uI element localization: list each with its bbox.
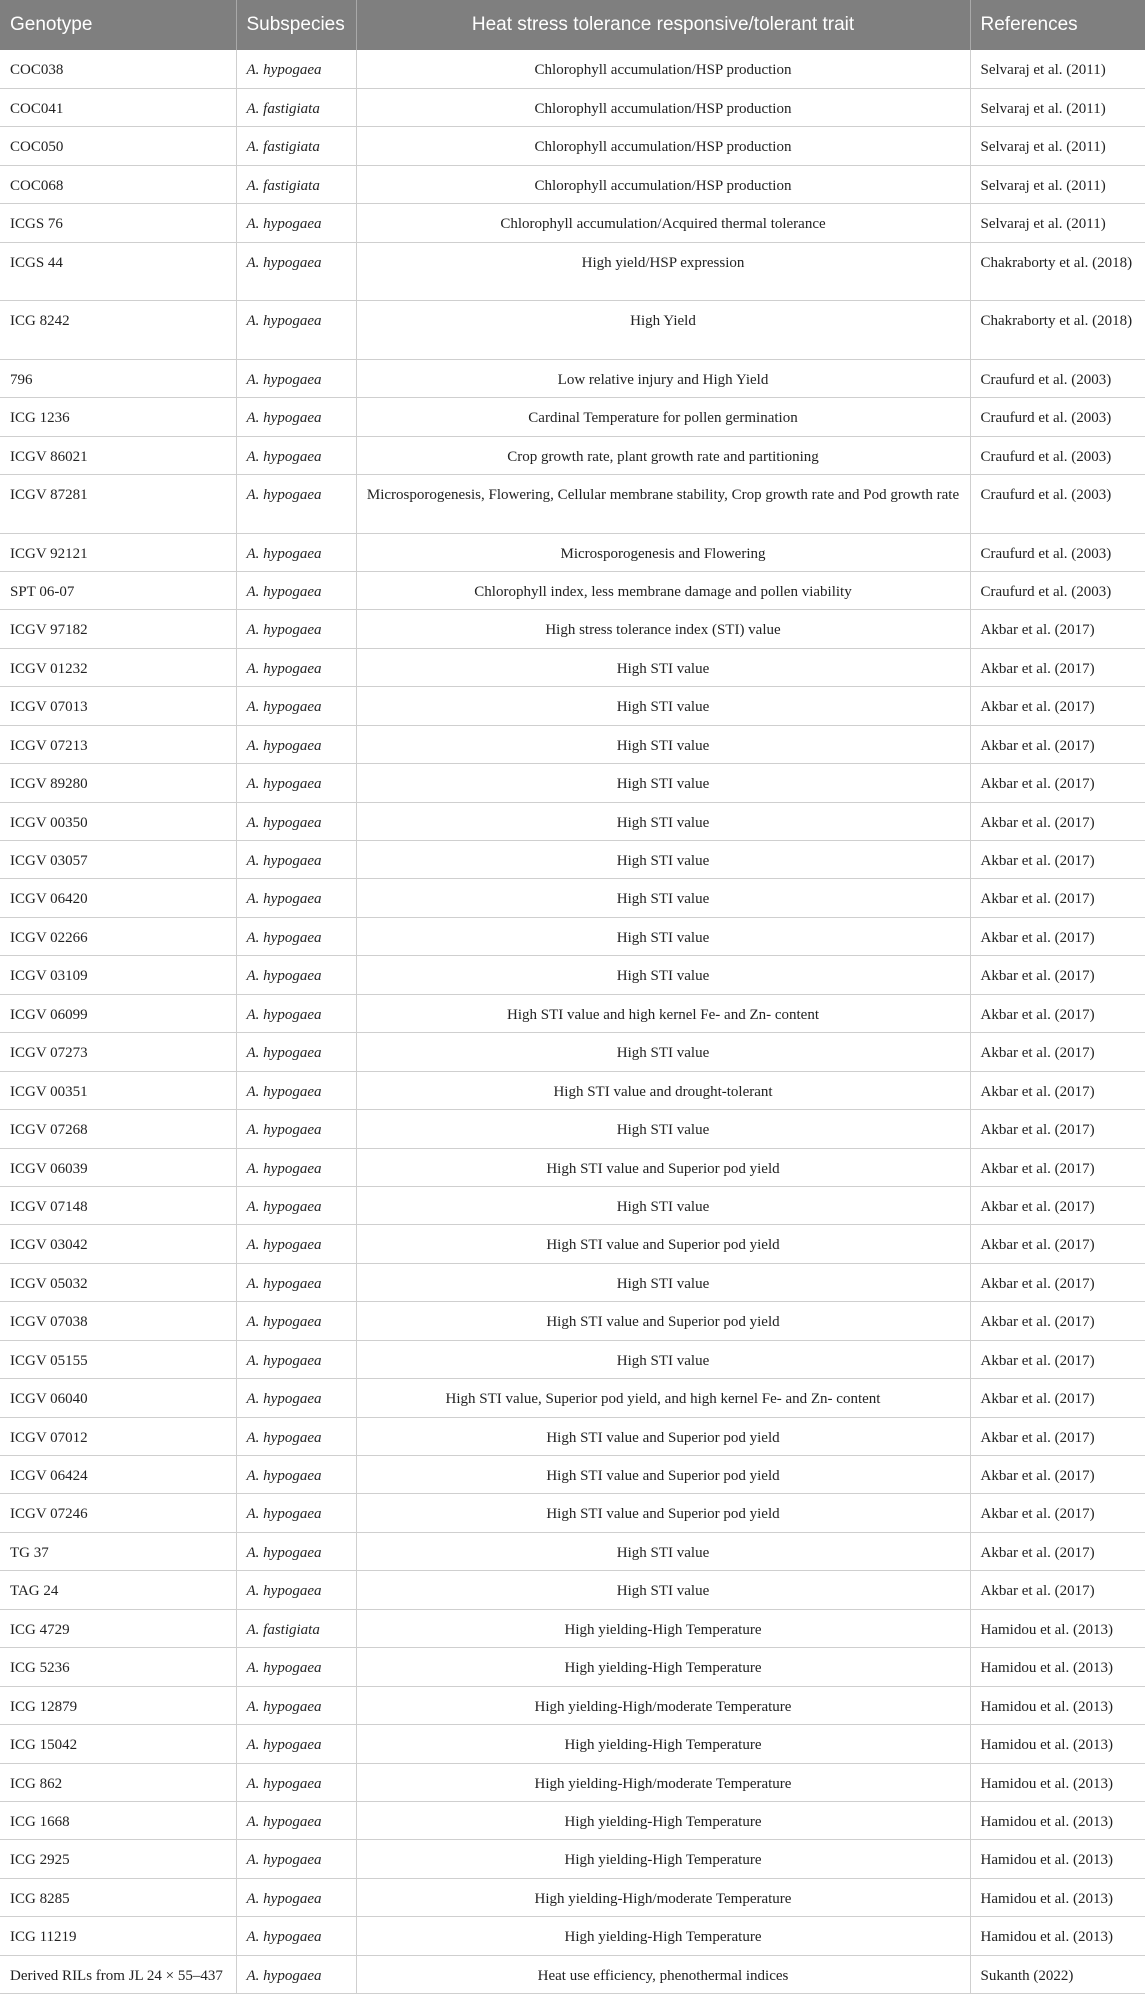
genotype-cell: ICGV 07246 — [0, 1494, 236, 1532]
genotype-cell: ICGV 03042 — [0, 1225, 236, 1263]
trait-cell: High yielding-High Temperature — [356, 1917, 970, 1955]
trait-cell: High STI value and Superior pod yield — [356, 1494, 970, 1532]
reference-cell: Akbar et al. (2017) — [970, 1302, 1145, 1340]
table-row — [0, 1763, 1145, 1801]
table-row — [0, 242, 1145, 301]
trait-cell: Cardinal Temperature for pollen germination — [356, 398, 970, 436]
subspecies-cell: A. hypogaea — [236, 648, 356, 686]
reference-cell: Akbar et al. (2017) — [970, 1532, 1145, 1570]
table-row — [0, 301, 1145, 360]
trait-cell: High STI value — [356, 917, 970, 955]
trait-cell: High yielding-High/moderate Temperature — [356, 1686, 970, 1724]
reference-cell: Akbar et al. (2017) — [970, 956, 1145, 994]
reference-cell: Hamidou et al. (2013) — [970, 1840, 1145, 1878]
genotype-cell: ICGV 87281 — [0, 475, 236, 534]
subspecies-cell: A. hypogaea — [236, 1225, 356, 1263]
table-row — [0, 127, 1145, 165]
table-row — [0, 1148, 1145, 1186]
genotype-cell: ICGV 06040 — [0, 1379, 236, 1417]
genotype-cell: ICG 1668 — [0, 1801, 236, 1839]
trait-cell: High STI value and Superior pod yield — [356, 1148, 970, 1186]
table-row — [0, 1917, 1145, 1955]
subspecies-cell: A. hypogaea — [236, 1648, 356, 1686]
trait-cell: High STI value — [356, 687, 970, 725]
table-row — [0, 687, 1145, 725]
subspecies-cell: A. hypogaea — [236, 301, 356, 360]
table-row — [0, 994, 1145, 1032]
table-row — [0, 1379, 1145, 1417]
genotype-cell: COC041 — [0, 88, 236, 126]
trait-cell: High STI value — [356, 841, 970, 879]
genotype-cell: ICG 2925 — [0, 1840, 236, 1878]
trait-cell: Crop growth rate, plant growth rate and partitioning — [356, 436, 970, 474]
table-row — [0, 1801, 1145, 1839]
subspecies-cell: A. hypogaea — [236, 1571, 356, 1609]
header-references: References — [980, 14, 1078, 35]
subspecies-cell: A. fastigiata — [236, 127, 356, 165]
table-row — [0, 1071, 1145, 1109]
table-row — [0, 1494, 1145, 1532]
genotype-cell: ICG 5236 — [0, 1648, 236, 1686]
genotype-cell: ICGV 07268 — [0, 1110, 236, 1148]
reference-cell: Akbar et al. (2017) — [970, 1110, 1145, 1148]
trait-cell: Chlorophyll accumulation/HSP production — [356, 88, 970, 126]
reference-cell: Selvaraj et al. (2011) — [970, 50, 1145, 88]
genotype-cell: ICGV 89280 — [0, 764, 236, 802]
genotype-cell: ICGV 01232 — [0, 648, 236, 686]
table-row — [0, 1955, 1145, 1993]
reference-cell: Akbar et al. (2017) — [970, 1456, 1145, 1494]
table-row — [0, 1186, 1145, 1224]
subspecies-cell: A. hypogaea — [236, 725, 356, 763]
trait-cell: Microsporogenesis and Flowering — [356, 533, 970, 571]
subspecies-cell: A. hypogaea — [236, 994, 356, 1032]
reference-cell: Akbar et al. (2017) — [970, 1071, 1145, 1109]
subspecies-cell: A. hypogaea — [236, 687, 356, 725]
table-row — [0, 1725, 1145, 1763]
reference-cell: Akbar et al. (2017) — [970, 1379, 1145, 1417]
trait-cell: High STI value and Superior pod yield — [356, 1456, 970, 1494]
trait-cell: High STI value — [356, 879, 970, 917]
table-row — [0, 165, 1145, 203]
table-row — [0, 917, 1145, 955]
genotype-cell: TAG 24 — [0, 1571, 236, 1609]
reference-cell: Akbar et al. (2017) — [970, 648, 1145, 686]
genotype-cell: ICG 8242 — [0, 301, 236, 360]
subspecies-cell: A. hypogaea — [236, 1686, 356, 1724]
subspecies-cell: A. hypogaea — [236, 204, 356, 242]
genotype-cell: ICGV 06039 — [0, 1148, 236, 1186]
reference-cell: Hamidou et al. (2013) — [970, 1917, 1145, 1955]
reference-cell: Chakraborty et al. (2018) — [970, 242, 1145, 301]
reference-cell: Craufurd et al. (2003) — [970, 475, 1145, 534]
trait-cell: High yielding-High Temperature — [356, 1725, 970, 1763]
genotype-cell: ICGV 00350 — [0, 802, 236, 840]
table-row — [0, 204, 1145, 242]
trait-cell: High stress tolerance index (STI) value — [356, 610, 970, 648]
trait-cell: Heat use efficiency, phenothermal indices — [356, 1955, 970, 1993]
trait-cell: High STI value and high kernel Fe- and Zn- content — [356, 994, 970, 1032]
subspecies-cell: A. hypogaea — [236, 764, 356, 802]
reference-cell: Akbar et al. (2017) — [970, 610, 1145, 648]
genotype-cell: ICGV 03109 — [0, 956, 236, 994]
genotype-cell: ICGV 07148 — [0, 1186, 236, 1224]
genotype-cell: ICGV 00351 — [0, 1071, 236, 1109]
reference-cell: Akbar et al. (2017) — [970, 1571, 1145, 1609]
subspecies-cell: A. fastigiata — [236, 1609, 356, 1647]
table-row — [0, 571, 1145, 609]
reference-cell: Akbar et al. (2017) — [970, 725, 1145, 763]
header-trait: Heat stress tolerance responsive/tolerant trait — [356, 0, 970, 50]
subspecies-cell: A. hypogaea — [236, 802, 356, 840]
reference-cell: Selvaraj et al. (2011) — [970, 165, 1145, 203]
reference-cell: Akbar et al. (2017) — [970, 687, 1145, 725]
trait-cell: High STI value — [356, 1263, 970, 1301]
table-row — [0, 1302, 1145, 1340]
reference-cell: Chakraborty et al. (2018) — [970, 301, 1145, 360]
subspecies-cell: A. hypogaea — [236, 1955, 356, 1993]
genotype-cell: ICGV 03057 — [0, 841, 236, 879]
genotype-cell: ICG 11219 — [0, 1917, 236, 1955]
trait-cell: High STI value and Superior pod yield — [356, 1225, 970, 1263]
trait-cell: High yielding-High Temperature — [356, 1609, 970, 1647]
trait-cell: Chlorophyll index, less membrane damage and pollen viability — [356, 571, 970, 609]
trait-cell: Low relative injury and High Yield — [356, 359, 970, 397]
table-row — [0, 1648, 1145, 1686]
reference-cell: Akbar et al. (2017) — [970, 841, 1145, 879]
subspecies-cell: A. hypogaea — [236, 1532, 356, 1570]
trait-cell: High STI value, Superior pod yield, and high kernel Fe- and Zn- content — [356, 1379, 970, 1417]
trait-cell: High yielding-High/moderate Temperature — [356, 1763, 970, 1801]
genotype-cell: ICGV 06420 — [0, 879, 236, 917]
trait-cell: High STI value — [356, 1186, 970, 1224]
subspecies-cell: A. hypogaea — [236, 398, 356, 436]
genotype-cell: Derived RILs from JL 24 × 55–437 — [0, 1955, 236, 1993]
reference-cell: Akbar et al. (2017) — [970, 1148, 1145, 1186]
trait-cell: High STI value — [356, 802, 970, 840]
table-row — [0, 475, 1145, 534]
reference-cell: Akbar et al. (2017) — [970, 879, 1145, 917]
table-row — [0, 879, 1145, 917]
table-row — [0, 764, 1145, 802]
table-row — [0, 1263, 1145, 1301]
subspecies-cell: A. hypogaea — [236, 1340, 356, 1378]
table-row — [0, 533, 1145, 571]
genotype-cell: 796 — [0, 359, 236, 397]
trait-cell: High STI value and Superior pod yield — [356, 1417, 970, 1455]
reference-cell: Akbar et al. (2017) — [970, 1186, 1145, 1224]
trait-cell: High Yield — [356, 301, 970, 360]
reference-cell: Akbar et al. (2017) — [970, 994, 1145, 1032]
reference-cell: Selvaraj et al. (2011) — [970, 127, 1145, 165]
genotype-cell: ICG 8285 — [0, 1878, 236, 1916]
reference-cell: Akbar et al. (2017) — [970, 1263, 1145, 1301]
subspecies-cell: A. hypogaea — [236, 475, 356, 534]
table-row — [0, 956, 1145, 994]
table-row — [0, 1571, 1145, 1609]
subspecies-cell: A. hypogaea — [236, 1840, 356, 1878]
reference-cell: Akbar et al. (2017) — [970, 1494, 1145, 1532]
subspecies-cell: A. hypogaea — [236, 1148, 356, 1186]
trait-cell: High STI value — [356, 1532, 970, 1570]
reference-cell: Craufurd et al. (2003) — [970, 436, 1145, 474]
reference-cell: Akbar et al. (2017) — [970, 1417, 1145, 1455]
trait-cell: Chlorophyll accumulation/HSP production — [356, 50, 970, 88]
table-row — [0, 802, 1145, 840]
subspecies-cell: A. hypogaea — [236, 436, 356, 474]
trait-cell: High yielding-High Temperature — [356, 1840, 970, 1878]
reference-cell: Craufurd et al. (2003) — [970, 398, 1145, 436]
genotype-cell: ICGS 76 — [0, 204, 236, 242]
table-body — [0, 50, 1145, 1994]
subspecies-cell: A. hypogaea — [236, 956, 356, 994]
genotype-cell: ICG 862 — [0, 1763, 236, 1801]
subspecies-cell: A. hypogaea — [236, 1878, 356, 1916]
table-row — [0, 359, 1145, 397]
subspecies-cell: A. hypogaea — [236, 533, 356, 571]
header-subspecies: Subspecies — [236, 0, 356, 50]
table-row — [0, 1110, 1145, 1148]
table-row — [0, 1840, 1145, 1878]
reference-cell: Hamidou et al. (2013) — [970, 1725, 1145, 1763]
reference-cell: Selvaraj et al. (2011) — [970, 204, 1145, 242]
trait-cell: High yielding-High/moderate Temperature — [356, 1878, 970, 1916]
subspecies-cell: A. hypogaea — [236, 1071, 356, 1109]
subspecies-cell: A. hypogaea — [236, 917, 356, 955]
table-row — [0, 88, 1145, 126]
trait-cell: High STI value — [356, 1110, 970, 1148]
reference-cell: Hamidou et al. (2013) — [970, 1801, 1145, 1839]
table-row — [0, 1417, 1145, 1455]
subspecies-cell: A. hypogaea — [236, 1110, 356, 1148]
reference-cell: Akbar et al. (2017) — [970, 764, 1145, 802]
table-row — [0, 610, 1145, 648]
trait-cell: High STI value — [356, 1033, 970, 1071]
reference-cell: Craufurd et al. (2003) — [970, 571, 1145, 609]
genotype-cell: ICGV 07012 — [0, 1417, 236, 1455]
subspecies-cell: A. hypogaea — [236, 610, 356, 648]
subspecies-cell: A. hypogaea — [236, 1302, 356, 1340]
table-row — [0, 1225, 1145, 1263]
table-row — [0, 1609, 1145, 1647]
genotype-cell: ICGV 02266 — [0, 917, 236, 955]
table-row — [0, 725, 1145, 763]
genotype-cell: ICG 1236 — [0, 398, 236, 436]
genotype-cell: TG 37 — [0, 1532, 236, 1570]
trait-cell: High STI value — [356, 725, 970, 763]
subspecies-cell: A. hypogaea — [236, 359, 356, 397]
trait-cell: Chlorophyll accumulation/HSP production — [356, 127, 970, 165]
genotype-cell: ICGV 92121 — [0, 533, 236, 571]
reference-cell: Hamidou et al. (2013) — [970, 1648, 1145, 1686]
table-row — [0, 1033, 1145, 1071]
reference-cell: Hamidou et al. (2013) — [970, 1878, 1145, 1916]
genotype-cell: ICGV 07038 — [0, 1302, 236, 1340]
genotype-cell: SPT 06-07 — [0, 571, 236, 609]
reference-cell: Sukanth (2022) — [970, 1955, 1145, 1993]
subspecies-cell: A. hypogaea — [236, 242, 356, 301]
genotype-cell: ICGV 07013 — [0, 687, 236, 725]
subspecies-cell: A. fastigiata — [236, 165, 356, 203]
reference-cell: Akbar et al. (2017) — [970, 1225, 1145, 1263]
subspecies-cell: A. hypogaea — [236, 1417, 356, 1455]
genotype-cell: ICGS 44 — [0, 242, 236, 301]
subspecies-cell: A. hypogaea — [236, 1917, 356, 1955]
reference-cell: Hamidou et al. (2013) — [970, 1686, 1145, 1724]
genotype-cell: ICGV 86021 — [0, 436, 236, 474]
genotype-cell: ICGV 05155 — [0, 1340, 236, 1378]
subspecies-cell: A. hypogaea — [236, 1801, 356, 1839]
trait-cell: High STI value — [356, 956, 970, 994]
header-row — [0, 0, 1145, 50]
subspecies-cell: A. hypogaea — [236, 1186, 356, 1224]
genotype-cell: ICGV 07273 — [0, 1033, 236, 1071]
table-row — [0, 1686, 1145, 1724]
table-row — [0, 1878, 1145, 1916]
genotype-cell: ICGV 05032 — [0, 1263, 236, 1301]
trait-cell: High STI value — [356, 764, 970, 802]
reference-cell: Akbar et al. (2017) — [970, 802, 1145, 840]
subspecies-cell: A. hypogaea — [236, 1263, 356, 1301]
reference-cell: Hamidou et al. (2013) — [970, 1609, 1145, 1647]
genotype-cell: ICGV 06099 — [0, 994, 236, 1032]
table-row — [0, 1532, 1145, 1570]
subspecies-cell: A. hypogaea — [236, 1763, 356, 1801]
subspecies-cell: A. fastigiata — [236, 88, 356, 126]
table-row — [0, 841, 1145, 879]
subspecies-cell: A. hypogaea — [236, 571, 356, 609]
reference-cell: Craufurd et al. (2003) — [970, 359, 1145, 397]
table-row — [0, 398, 1145, 436]
trait-cell: High STI value and drought-tolerant — [356, 1071, 970, 1109]
table-row — [0, 648, 1145, 686]
genotype-cell: COC050 — [0, 127, 236, 165]
genotype-cell: ICGV 97182 — [0, 610, 236, 648]
trait-cell: High yielding-High Temperature — [356, 1801, 970, 1839]
genotype-cell: COC038 — [0, 50, 236, 88]
table-row — [0, 1456, 1145, 1494]
reference-cell: Hamidou et al. (2013) — [970, 1763, 1145, 1801]
trait-cell: Chlorophyll accumulation/HSP production — [356, 165, 970, 203]
genotype-cell: ICGV 06424 — [0, 1456, 236, 1494]
trait-cell: Microsporogenesis, Flowering, Cellular membrane stability, Crop growth rate and Pod growth rate — [356, 475, 970, 534]
reference-cell: Akbar et al. (2017) — [970, 1340, 1145, 1378]
table-row — [0, 436, 1145, 474]
trait-cell: Chlorophyll accumulation/Acquired thermal tolerance — [356, 204, 970, 242]
trait-cell: High STI value — [356, 648, 970, 686]
subspecies-cell: A. hypogaea — [236, 1033, 356, 1071]
subspecies-cell: A. hypogaea — [236, 1494, 356, 1532]
genotype-cell: COC068 — [0, 165, 236, 203]
subspecies-cell: A. hypogaea — [236, 879, 356, 917]
table-row — [0, 1340, 1145, 1378]
table-row — [0, 50, 1145, 88]
subspecies-cell: A. hypogaea — [236, 50, 356, 88]
header-genotype: Genotype — [0, 0, 236, 50]
subspecies-cell: A. hypogaea — [236, 841, 356, 879]
reference-cell: Akbar et al. (2017) — [970, 917, 1145, 955]
reference-cell: Akbar et al. (2017) — [970, 1033, 1145, 1071]
genotype-cell: ICG 12879 — [0, 1686, 236, 1724]
reference-cell: Craufurd et al. (2003) — [970, 533, 1145, 571]
subspecies-cell: A. hypogaea — [236, 1456, 356, 1494]
subspecies-cell: A. hypogaea — [236, 1379, 356, 1417]
trait-cell: High yield/HSP expression — [356, 242, 970, 301]
trait-cell: High yielding-High Temperature — [356, 1648, 970, 1686]
genotype-cell: ICGV 07213 — [0, 725, 236, 763]
trait-cell: High STI value and Superior pod yield — [356, 1302, 970, 1340]
genotype-cell: ICG 15042 — [0, 1725, 236, 1763]
reference-cell: Selvaraj et al. (2011) — [970, 88, 1145, 126]
trait-cell: High STI value — [356, 1340, 970, 1378]
genotype-cell: ICG 4729 — [0, 1609, 236, 1647]
subspecies-cell: A. hypogaea — [236, 1725, 356, 1763]
trait-cell: High STI value — [356, 1571, 970, 1609]
